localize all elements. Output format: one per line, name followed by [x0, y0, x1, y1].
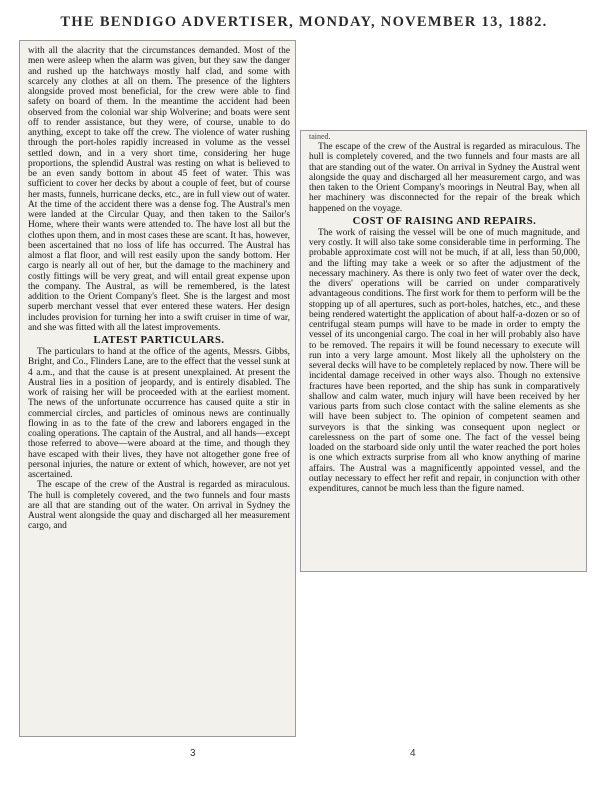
article-paragraph: The work of raising the vessel will be one of much magnitude, and very costly. It will also take some considerable time in performing. The probable approximate cost will not be much, if at all, less than 50,000, and the lifting may take a week or so after the adjustment of the necessary machinery. As there is only two feet of water over the deck, the divers' operations will be carried on under comparatively advantageous conditions. The first work for them to perform will be the stopping up of all apertures, such as port-holes, hatches, etc., and these being rendered watertight the application of about half-a-dozen or so of centrifugal steam pumps will have to be made in order to empty the vessel of its uncongenial cargo. The coal in her will probably also have to be removed. The repairs it will be found necessary to execute will run into a very large amount. Most likely all the upholstery on the several decks will have to be completely replaced by now. There will be incidental damage received in other ways also. Though no extensive fractures have been reported, and the ship has sunk in comparatively shallow and calm water, much injury will have been received by her various parts from such close contact with the saline elements as she will have been subject to. The opinion of competent seamen and surveyors is that the sinking was consequent upon neglect or carelessness on the part of some one. The fact of the vessel being loaded on the starboard side only until the water reached the port holes is one which extracts surprise from all who know anything of marine affairs. The Austral was a magnificently appointed vessel, and the outlay necessary to effect her refit and repair, in conjunction with other expenditures, cannot be much less than the figure named. [309, 227, 580, 494]
article-clipping-right [300, 130, 587, 572]
article-paragraph: The escape of the crew of the Austral is regarded as miraculous. The hull is completely covered, and the two funnels and four masts are all that are standing out of the water. On arrival in Sydney the Austral went alongside the quay and discharged all her measurement cargo, and was then taken to the Orient Company's moorings in Neutral Bay, when all her machinery was disconnected for the repair of the break which happened on the voyage. [309, 142, 580, 214]
section-heading: COST OF RAISING AND REPAIRS. [352, 215, 537, 227]
page-number-left: 3 [190, 748, 196, 759]
article-paragraph: The particulars to hand at the office of the agents, Messrs. Gibbs, Bright, and Co., Flinders Lane, are to the effect that the vessel sunk at 4 a.m., and that the cause is at present unexplained. At present the Austral lies in a position of jeopardy, and is entirely disabled. The work of raising her will be proceeded with at the earliest moment. The news of the unfortunate occurrence has caused quite a stir in commercial circles, and particles of ominous news are continually flowing in as to the fate of the crew and laborers engaged in the coaling operations. The captain of the Austral, and all hands—except those referred to above—were aboard at the time, and though they have escaped with their lives, they have not altogether gone free of personal injuries, the nature or extent of which, however, are not yet ascertained. [28, 347, 290, 480]
newspaper-masthead: THE BENDIGO ADVERTISER, MONDAY, NOVEMBER 13, 1882. [60, 14, 548, 30]
article-paragraph: with all the alacrity that the circumstances demanded. Most of the men were asleep when the alarm was given, but they saw the danger and rushed up the hatchways mostly half clad, and some with scarcely any clothes at all on them. The presence of the lighters alongside proved most beneficial, for the crew were able to find safety on board of them. In the meantime the accident had been observed from the colonial war ship Wolverine; and boats were sent off to render assistance, but they were, of course, unable to do anything, except to take off the crew. The violence of water rushing through the port-holes rapidly increased in volume as the vessel settled down, and in a very short time, considering her huge proportions, the splendid Austral was resting on what is believed to be an even sandy bottom in about 45 feet of water. This was sufficient to cover her decks by about a couple of feet, but of course her masts, funnels, hurricane decks, etc., are in full view out of water. At the time of the accident there was a dense fog. The Austral's men were landed at the Circular Quay, and then taken to the Sailor's Home, where their wants were attended to. The have lost all but the clothes upon them, and in most cases these are scant. It has, however, been ascertained that no loss of life has occurred. The Austral has almost a flat floor, and will rest easily upon the sandy bottom. Her cargo is nearly all out of her, but the damage to the machinery and costly fittings will be very great, and will entail great expense upon the company. The Austral, as will be remembered, is the latest addition to the Orient Company's fleet. She is the largest and most superb merchant vessel that ever entered these waters. Her design includes provision for turning her into a swift cruiser in time of war, and she was fitted with all the latest improvements. [28, 46, 290, 333]
article-clipping-left [19, 40, 296, 737]
page-number-right: 4 [410, 748, 416, 759]
section-heading: LATEST PARTICULARS. [93, 335, 225, 346]
cut-off-text: tained. [309, 132, 331, 141]
article-paragraph: The escape of the crew of the Austral is regarded as miraculous. The hull is completely covered, and the two funnels and four masts are all that are standing out of the water. On arrival in Sydney the Austral went alongside the quay and discharged all her measurement cargo, and [28, 480, 290, 532]
